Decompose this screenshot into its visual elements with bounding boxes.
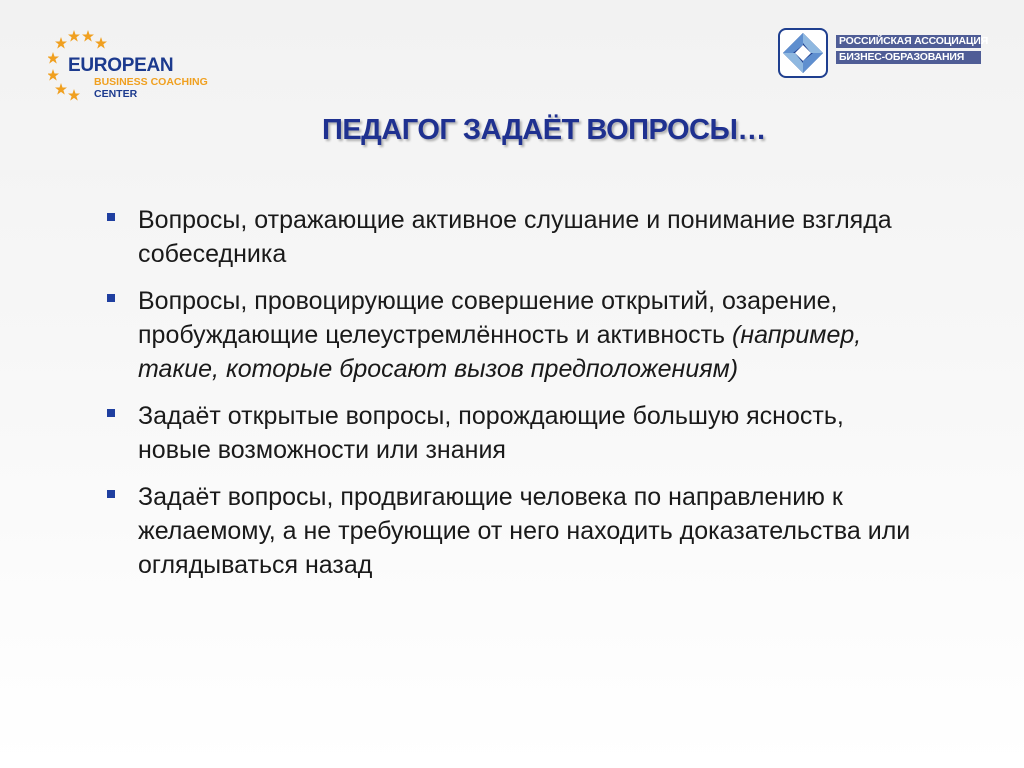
bullet-text: Задаёт открытые вопросы, порождающие большую ясность, новые возможности или знания — [138, 402, 844, 464]
bullet-item-2 — [103, 284, 913, 386]
bullet-item-4 — [103, 480, 913, 582]
ebcc-logo-text — [68, 56, 208, 100]
square-bullet-icon — [107, 213, 115, 221]
bullet-text — [138, 287, 861, 383]
rabe-logo-text — [836, 35, 989, 67]
aperture-logo-icon — [778, 28, 828, 78]
ebcc-line-center: CENTER — [94, 88, 138, 100]
slide-title: ПЕДАГОГ ЗАДАЁТ ВОПРОСЫ… — [322, 114, 766, 146]
rabe-line-1: РОССИЙСКАЯ АССОЦИАЦИЯ — [836, 35, 981, 48]
ebcc-line-european: EUROPEAN — [68, 55, 174, 76]
bullet-text: Задаёт вопросы, продвигающие человека по направлению к желаемому, а не требующие от него находить доказательства или оглядываться назад — [138, 483, 911, 579]
russian-association-business-education-logo — [778, 28, 988, 78]
rabe-line-2: БИЗНЕС-ОБРАЗОВАНИЯ — [836, 51, 981, 64]
bullet-text-regular: Вопросы, провоцирующие совершение открытий, озарение, пробуждающие целеустремлённость и активность — [138, 287, 838, 349]
bullet-item-3 — [103, 399, 913, 467]
bullet-text: Вопросы, отражающие активное слушание и понимание взгляда собеседника — [138, 206, 892, 268]
bullet-list — [103, 203, 913, 595]
square-bullet-icon — [107, 490, 115, 498]
ebcc-line-business-coaching: BUSINESS COACHING — [94, 76, 208, 88]
bullet-item-1 — [103, 203, 913, 271]
square-bullet-icon — [107, 294, 115, 302]
bullet-text-italic: (например, такие, которые бросают вызов предположениям) — [138, 321, 862, 383]
square-bullet-icon — [107, 409, 115, 417]
european-business-coaching-center-logo — [48, 26, 218, 106]
